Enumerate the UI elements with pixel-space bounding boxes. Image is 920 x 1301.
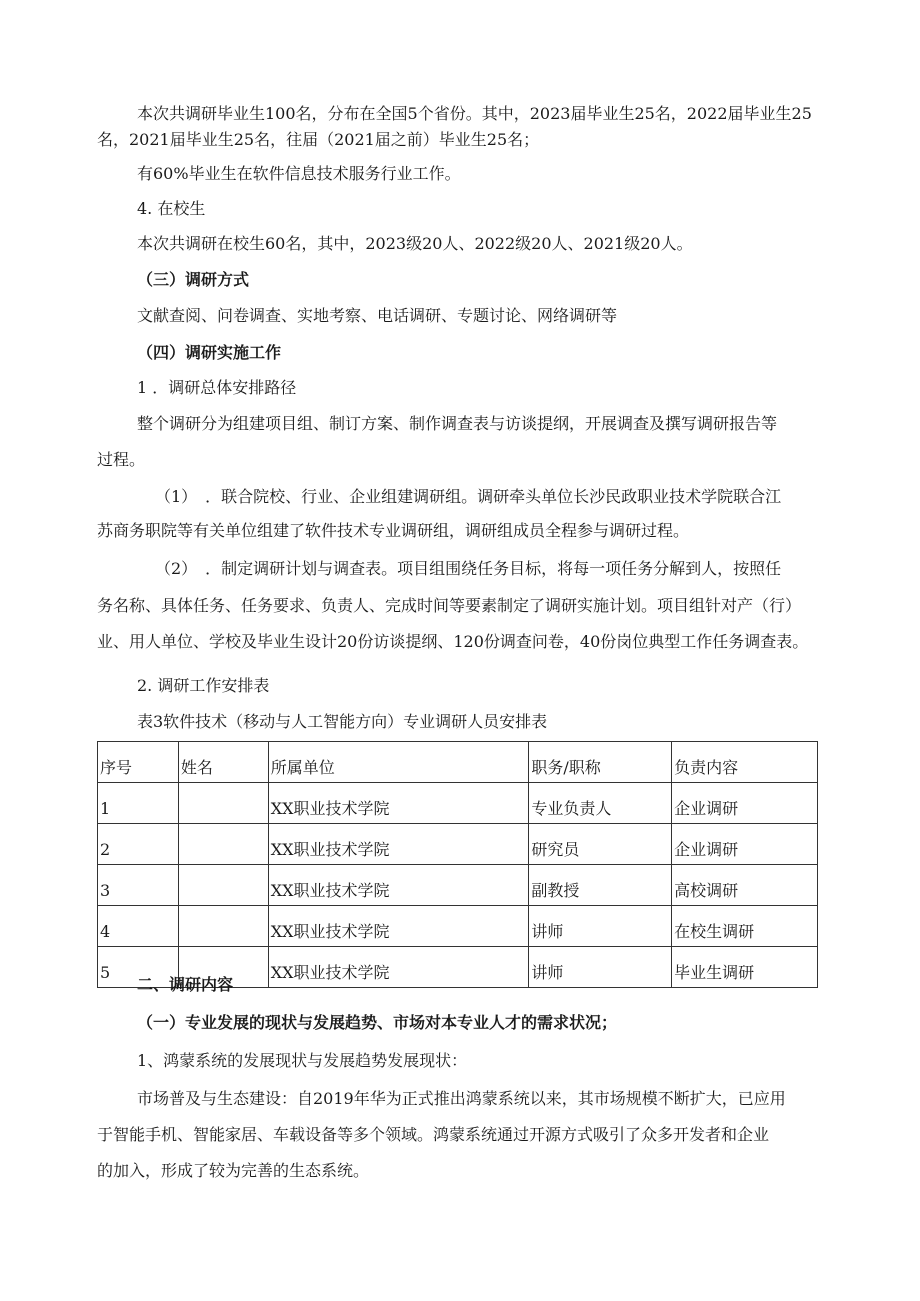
table-cell: 2 [98, 824, 179, 865]
table-header-row [98, 742, 818, 783]
heading-implementation: （四）调研实施工作 [137, 343, 282, 362]
heading-harmonyos: 1、鸿蒙系统的发展现状与发展趋势发展现状： [137, 1051, 468, 1070]
table-header-cell: 职务/职称 [529, 742, 672, 783]
paragraph-step1-line2: 苏商务职院等有关单位组建了软件技术专业调研组，调研组成员全程参与调研过程。 [97, 521, 690, 540]
table-cell: 企业调研 [672, 783, 818, 824]
table-row [98, 906, 818, 947]
table-header-cell: 序号 [98, 742, 179, 783]
heading-schedule: 2. 调研工作安排表 [137, 676, 270, 695]
paragraph-industry: 有60%毕业生在软件信息技术服务行业工作。 [137, 164, 461, 183]
table-cell: 在校生调研 [672, 906, 818, 947]
table-cell: 3 [98, 865, 179, 906]
paragraph-step2-line3: 业、用人单位、学校及毕业生设计20份访谈提纲、120份调查问卷，40份岗位典型工作任务调查表。 [97, 632, 809, 651]
heading-research-content: 二、调研内容 [137, 975, 234, 994]
table-header-cell: 姓名 [178, 742, 268, 783]
table-cell: 企业调研 [672, 824, 818, 865]
paragraph-students: 本次共调研在校生60名，其中，2023级20人、2022级20人、2021级20人。 [137, 234, 693, 253]
table-cell: 4 [98, 906, 179, 947]
table-cell: 毕业生调研 [672, 947, 818, 988]
table-cell: 专业负责人 [529, 783, 672, 824]
table-cell [178, 824, 268, 865]
paragraph-implementation-line1: 整个调研分为组建项目组、制订方案、制作调查表与访谈提纲，开展调查及撰写调研报告等 [137, 414, 778, 433]
paragraph-step1-line1: （1） ．联合院校、行业、企业组建调研组。调研牵头单位长沙民政职业技术学院联合江 [155, 487, 782, 506]
table-cell: 1 [98, 783, 179, 824]
paragraph-harmonyos-line3: 的加入，形成了较为完善的生态系统。 [97, 1161, 370, 1180]
staff-table [97, 741, 818, 988]
table-cell: XX职业技术学院 [268, 947, 529, 988]
table-header-cell: 负责内容 [672, 742, 818, 783]
paragraph-implementation-line2: 过程。 [97, 450, 146, 469]
paragraph-graduates-line1: 本次共调研毕业生100名，分布在全国5个省份。其中，2023届毕业生25名，2022届毕业生25 [137, 104, 812, 123]
table-cell: 讲师 [529, 947, 672, 988]
table-cell: 副教授 [529, 865, 672, 906]
table-cell [178, 906, 268, 947]
heading-status-trends: （一）专业发展的现状与发展趋势、市场对本专业人才的需求状况； [137, 1013, 618, 1032]
table-cell: 高校调研 [672, 865, 818, 906]
heading-method: （三）调研方式 [137, 270, 250, 289]
table-row [98, 865, 818, 906]
table-cell: XX职业技术学院 [268, 824, 529, 865]
paragraph-method: 文献查阅、问卷调查、实地考察、电话调研、专题讨论、网络调研等 [137, 306, 618, 325]
paragraph-step2-line1: （2） ．制定调研计划与调查表。项目组围绕任务目标，将每一项任务分解到人，按照任 [155, 559, 782, 578]
table-cell: 讲师 [529, 906, 672, 947]
table-cell [178, 783, 268, 824]
heading-implementation-path: 1 ．调研总体安排路径 [137, 378, 297, 397]
paragraph-graduates-line2: 名，2021届毕业生25名，往届（2021届之前）毕业生25名； [97, 130, 540, 149]
table-cell: XX职业技术学院 [268, 783, 529, 824]
paragraph-harmonyos-line2: 于智能手机、智能家居、车载设备等多个领域。鸿蒙系统通过开源方式吸引了众多开发者和企业 [97, 1125, 770, 1144]
heading-students: 4. 在校生 [137, 199, 206, 218]
table-cell: XX职业技术学院 [268, 906, 529, 947]
table-cell: 研究员 [529, 824, 672, 865]
paragraph-harmonyos-line1: 市场普及与生态建设：自2019年华为正式推出鸿蒙系统以来，其市场规模不断扩大，已应用 [137, 1089, 786, 1108]
table-row [98, 783, 818, 824]
table-cell [178, 865, 268, 906]
table-row [98, 824, 818, 865]
table-cell: XX职业技术学院 [268, 865, 529, 906]
table-header-cell: 所属单位 [268, 742, 529, 783]
table-cell: 5 [98, 947, 179, 988]
table-caption: 表3软件技术（移动与人工智能方向）专业调研人员安排表 [137, 712, 548, 731]
paragraph-step2-line2: 务名称、具体任务、任务要求、负责人、完成时间等要素制定了调研实施计划。项目组针对产（行） [97, 596, 802, 615]
